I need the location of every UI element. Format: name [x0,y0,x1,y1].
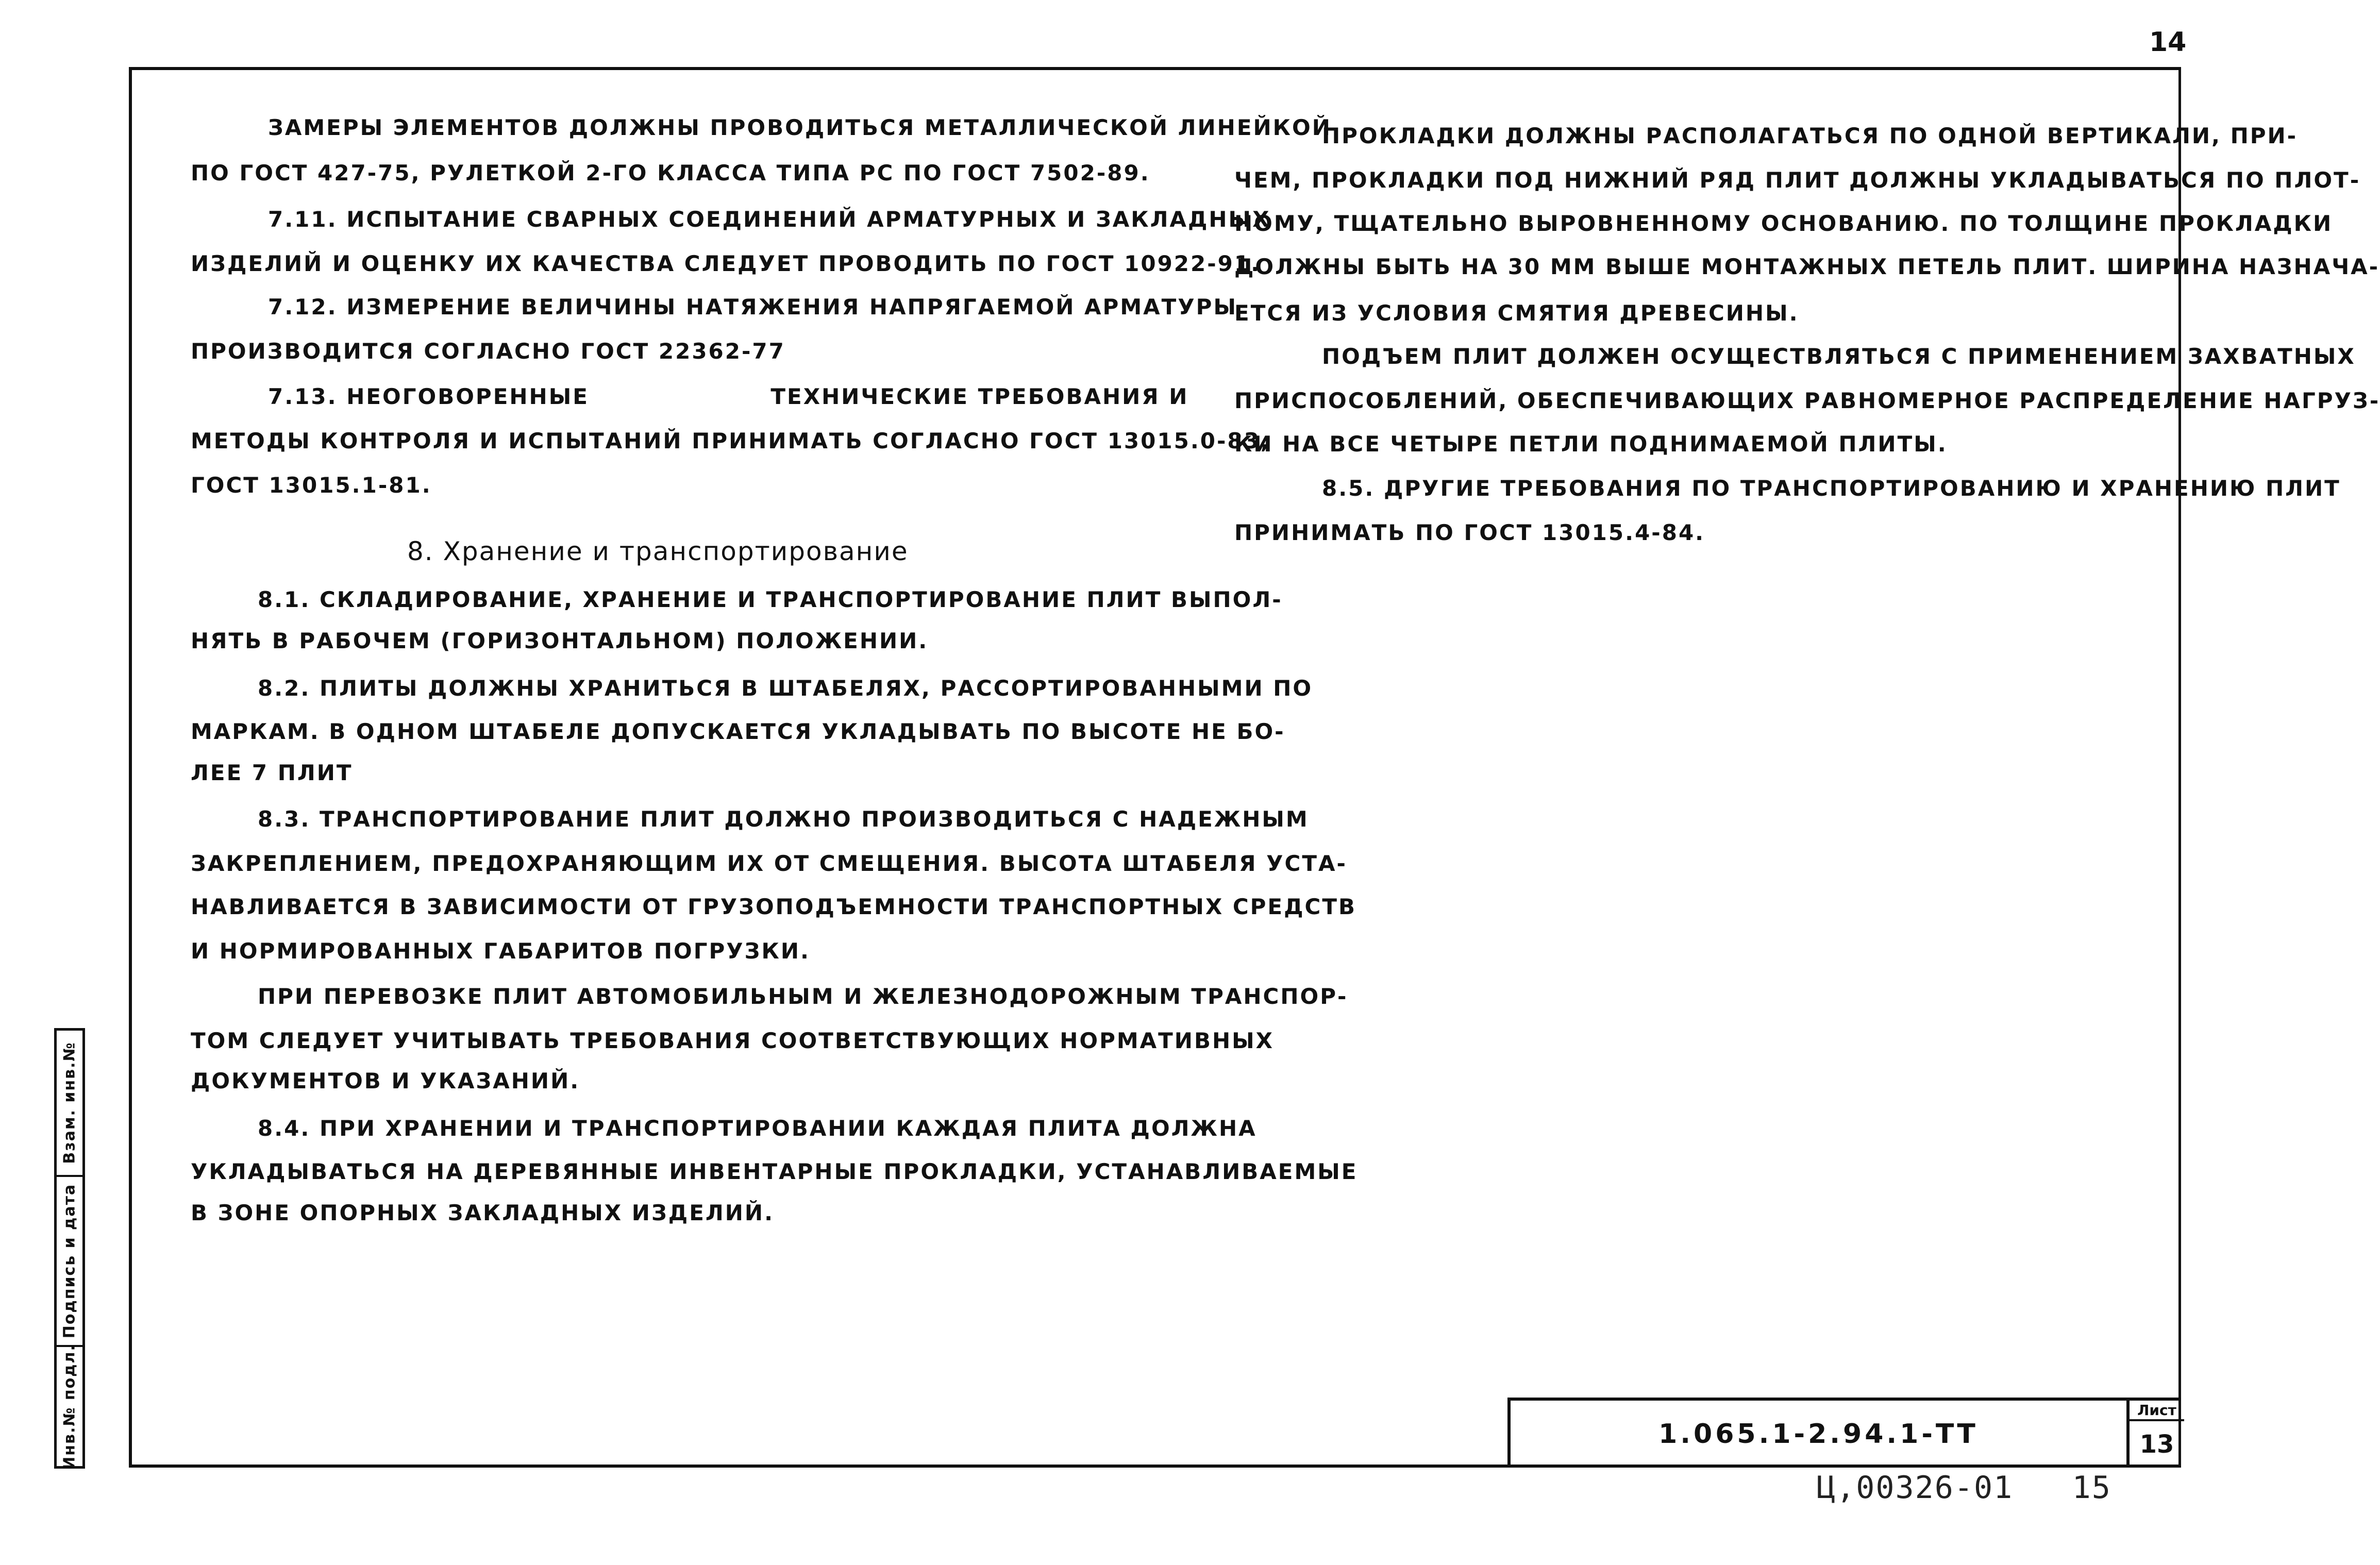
sheet-label: Лист [2130,1401,2184,1421]
stamp-label: Инв.№ подл. [60,1343,79,1470]
text-line: ПРИ ПЕРЕВОЗКЕ ПЛИТ АВТОМОБИЛЬНЫМ И ЖЕЛЕЗНОДОРОЖНЫМ ТРАНСПОР- [258,984,1348,1009]
text-line: 8.3. ТРАНСПОРТИРОВАНИЕ ПЛИТ ДОЛЖНО ПРОИЗВОДИТЬСЯ С НАДЕЖНЫМ [258,806,1309,832]
text-line: НЯТЬ В РАБОЧЕМ (ГОРИЗОНТАЛЬНОМ) ПОЛОЖЕНИИ. [191,628,929,653]
stamp-cell [57,1343,82,1470]
text-line: НАВЛИВАЕТСЯ В ЗАВИСИМОСТИ ОТ ГРУЗОПОДЪЕМНОСТИ ТРАНСПОРТНЫХ СРЕДСТВ [191,894,1357,919]
text-line: УКЛАДЫВАТЬСЯ НА ДЕРЕВЯННЫЕ ИНВЕНТАРНЫЕ ПРОКЛАДКИ, УСТАНАВЛИВАЕМЫЕ [191,1159,1358,1184]
text-line: И НОРМИРОВАННЫХ ГАБАРИТОВ ПОГРУЗКИ. [191,938,810,964]
archive-number: Ц,00326-01 15 [1817,1470,2111,1506]
stamp-label: Взам. инв.№ [60,1041,79,1164]
title-block [1507,1398,2181,1468]
text-line: ПОДЪЕМ ПЛИТ ДОЛЖЕН ОСУЩЕСТВЛЯТЬСЯ С ПРИМЕНЕНИЕМ ЗАХВАТНЫХ [1322,344,2356,369]
text-line: МЕТОДЫ КОНТРОЛЯ И ИСПЫТАНИЙ ПРИНИМАТЬ СОГЛАСНО ГОСТ 13015.0-83, [191,428,1270,453]
text-line: МАРКАМ. В ОДНОМ ШТАБЕЛЕ ДОПУСКАЕТСЯ УКЛАДЫВАТЬ ПО ВЫСОТЕ НЕ БО- [191,719,1285,744]
stamp-label: Подпись и дата [60,1183,79,1339]
text-line: 7.13. НЕОГОВОРЕННЫЕ ТЕХНИЧЕСКИЕ ТРЕБОВАНИЯ И [268,384,1189,409]
text-line: КИ НА ВСЕ ЧЕТЫРЕ ПЕТЛИ ПОДНИМАЕМОЙ ПЛИТЫ. [1234,431,1948,457]
text-line: 8.4. ПРИ ХРАНЕНИИ И ТРАНСПОРТИРОВАНИИ КАЖДАЯ ПЛИТА ДОЛЖНА [258,1116,1257,1141]
text-line: 7.12. ИЗМЕРЕНИЕ ВЕЛИЧИНЫ НАТЯЖЕНИЯ НАПРЯГАЕМОЙ АРМАТУРЫ [268,294,1237,319]
text-line: ЕТСЯ ИЗ УСЛОВИЯ СМЯТИЯ ДРЕВЕСИНЫ. [1234,300,1799,326]
stamp-cell [57,1031,82,1175]
text-line: ПО ГОСТ 427-75, РУЛЕТКОЙ 2-ГО КЛАССА ТИПА РС ПО ГОСТ 7502-89. [191,160,1150,186]
binding-stamp [54,1028,85,1469]
text-line: ПРИСПОСОБЛЕНИЙ, ОБЕСПЕЧИВАЮЩИХ РАВНОМЕРНОЕ РАСПРЕДЕЛЕНИЕ НАГРУЗ- [1234,388,2380,413]
text-line: ЗАКРЕПЛЕНИЕМ, ПРЕДОХРАНЯЮЩИМ ИХ ОТ СМЕЩЕНИЯ. ВЫСОТА ШТАБЕЛЯ УСТА- [191,851,1347,876]
text-line: ЗАМЕРЫ ЭЛЕМЕНТОВ ДОЛЖНЫ ПРОВОДИТЬСЯ МЕТАЛЛИЧЕСКОЙ ЛИНЕЙКОЙ [268,115,1332,140]
text-line: ДОКУМЕНТОВ И УКАЗАНИЙ. [191,1068,580,1093]
text-line: ЛЕЕ 7 ПЛИТ [191,760,353,785]
text-line: ЧЕМ, ПРОКЛАДКИ ПОД НИЖНИЙ РЯД ПЛИТ ДОЛЖНЫ УКЛАДЫВАТЬСЯ ПО ПЛОТ- [1234,167,2361,193]
text-line: 8.5. ДРУГИЕ ТРЕБОВАНИЯ ПО ТРАНСПОРТИРОВАНИЮ И ХРАНЕНИЮ ПЛИТ [1322,476,2341,501]
text-line: ТОМ СЛЕДУЕТ УЧИТЫВАТЬ ТРЕБОВАНИЯ СООТВЕТСТВУЮЩИХ НОРМАТИВНЫХ [191,1028,1275,1053]
text-line: ПРОКЛАДКИ ДОЛЖНЫ РАСПОЛАГАТЬСЯ ПО ОДНОЙ ВЕРТИКАЛИ, ПРИ- [1322,123,2298,148]
text-line: 8.1. СКЛАДИРОВАНИЕ, ХРАНЕНИЕ И ТРАНСПОРТИРОВАНИЕ ПЛИТ ВЫПОЛ- [258,587,1283,612]
text-line: ДОЛЖНЫ БЫТЬ НА 30 ММ ВЫШЕ МОНТАЖНЫХ ПЕТЕЛЬ ПЛИТ. ШИРИНА НАЗНАЧА- [1234,254,2380,279]
stamp-cell [57,1175,82,1345]
corner-page-number: 14 [2149,27,2187,58]
text-line: НОМУ, ТЩАТЕЛЬНО ВЫРОВНЕННОМУ ОСНОВАНИЮ. ПО ТОЛЩИНЕ ПРОКЛАДКИ [1234,211,2333,236]
text-line: ПРИНИМАТЬ ПО ГОСТ 13015.4-84. [1234,520,1705,545]
sheet-number: 13 [2139,1430,2174,1459]
text-line: ГОСТ 13015.1-81. [191,473,432,498]
text-line: 8.2. ПЛИТЫ ДОЛЖНЫ ХРАНИТЬСЯ В ШТАБЕЛЯХ, РАССОРТИРОВАННЫМИ ПО [258,676,1313,701]
text-line: ИЗДЕЛИЙ И ОЦЕНКУ ИХ КАЧЕСТВА СЛЕДУЕТ ПРОВОДИТЬ ПО ГОСТ 10922-91. [191,251,1261,276]
text-line: 7.11. ИСПЫТАНИЕ СВАРНЫХ СОЕДИНЕНИЙ АРМАТУРНЫХ И ЗАКЛАДНЫХ [268,207,1271,232]
sheet-box [2126,1401,2184,1468]
section-heading: 8. Хранение и транспортирование [407,536,909,566]
text-line: ПРОИЗВОДИТСЯ СОГЛАСНО ГОСТ 22362-77 [191,339,785,364]
text-line: В ЗОНЕ ОПОРНЫХ ЗАКЛАДНЫХ ИЗДЕЛИЙ. [191,1200,775,1225]
document-code: 1.065.1-2.94.1-ТТ [1658,1419,1979,1450]
